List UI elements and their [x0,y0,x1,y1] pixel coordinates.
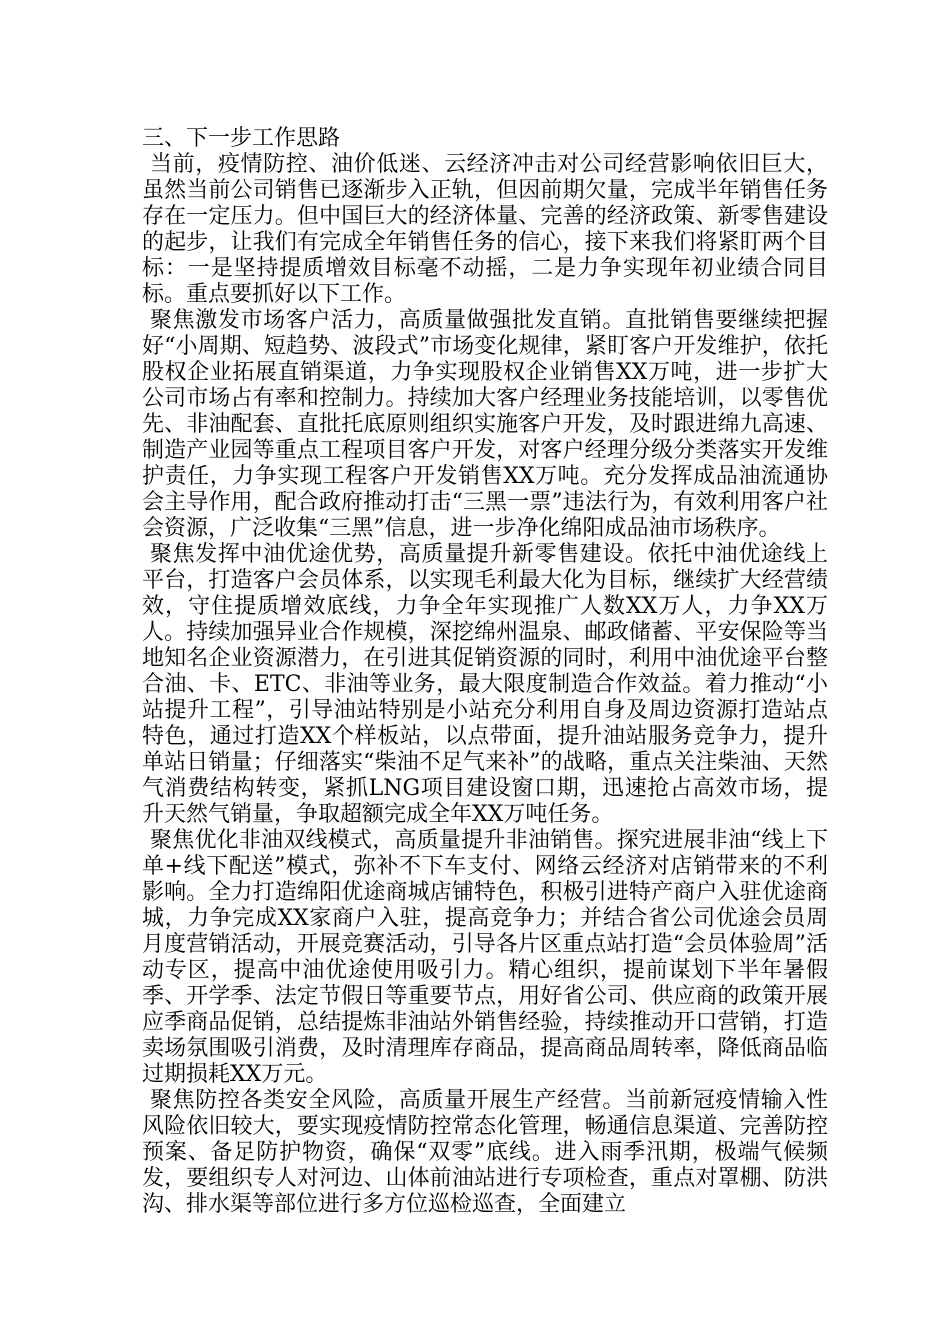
document-body [142,126,828,1218]
paragraph-non-oil: 聚焦优化非油双线模式，高质量提升非油销售。探究进展非油“线上下单+线下配送”模式，弥补不下车支付、网络云经济对店销带来的不利影响。全力打造绵阳优途商城店铺特色，积极引进特产商户入驻优途商城，力争完成XX家商户入驻，提高竞争力；并结合省公司优途会员周月度营销活动，开展竞赛活动，引导各片区重点站打造“会员体验周”活动专区，提高中油优途使用吸引力。精心组织，提前谋划下半年暑假季、开学季、法定节假日等重要节点，用好省公司、供应商的政策开展应季商品促销，总结提炼非油站外销售经验，持续推动开口营销，打造卖场氛围吸引消费，及时清理库存商品，提高商品周转率，降低商品临过期损耗XX万元。 [142,828,828,1087]
paragraph-retail: 聚焦发挥中油优途优势，高质量提升新零售建设。依托中油优途线上平台，打造客户会员体系，以实现毛利最大化为目标，继续扩大经营绩效，守住提质增效底线，力争全年实现推广人数XX万人，力争XX万人。持续加强异业合作规模，深挖绵州温泉、邮政储蓄、平安保险等当地知名企业资源潜力，在引进其促销资源的同时，利用中油优途平台整合油、卡、ETC、非油等业务，最大限度制造合作效益。着力推动“小站提升工程”，引导油站特别是小站充分利用自身及周边资源打造站点特色，通过打造XX个样板站，以点带面，提升油站服务竞争力，提升单站日销量；仔细落实“柴油不足气来补”的战略，重点关注柴油、天然气消费结构转变，紧抓LNG项目建设窗口期，迅速抢占高效市场，提升天然气销量，争取超额完成全年XX万吨任务。 [142,542,828,827]
section-heading: 三、下一步工作思路 [142,126,341,151]
paragraph-wholesale: 聚焦激发市场客户活力，高质量做强批发直销。直批销售要继续把握好“小周期、短趋势、波段式”市场变化规律，紧盯客户开发维护，依托股权企业拓展直销渠道，力争实现股权企业销售XX万吨，进一步扩大公司市场占有率和控制力。持续加大客户经理业务技能培训，以零售优先、非油配套、直批托底原则组织实施客户开发，及时跟进绵九高速、制造产业园等重点工程项目客户开发，对客户经理分级分类落实开发维护责任，力争实现工程客户开发销售XX万吨。充分发挥成品油流通协会主导作用，配合政府推动打击“三黑一票”违法行为，有效利用客户社会资源，广泛收集“三黑”信息，进一步净化绵阳成品油市场秩序。 [142,308,828,541]
paragraph-safety: 聚焦防控各类安全风险，高质量开展生产经营。当前新冠疫情输入性风险依旧较大，要实现疫情防控常态化管理，畅通信息渠道、完善防控预案、备足防护物资，确保“双零”底线。进入雨季汛期，极端气候频发，要组织专人对河边、山体前油站进行专项检查，重点对罩棚、防洪沟、排水渠等部位进行多方位巡检巡查，全面建立 [142,1088,828,1217]
paragraph-intro: 当前，疫情防控、油价低迷、云经济冲击对公司经营影响依旧巨大，虽然当前公司销售已逐渐步入正轨，但因前期欠量，完成半年销售任务存在一定压力。但中国巨大的经济体量、完善的经济政策、新零售建设的起步，让我们有完成全年销售任务的信心，接下来我们将紧盯两个目标：一是坚持提质增效目标毫不动摇，二是力争实现年初业绩合同目标。重点要抓好以下工作。 [142,152,828,307]
